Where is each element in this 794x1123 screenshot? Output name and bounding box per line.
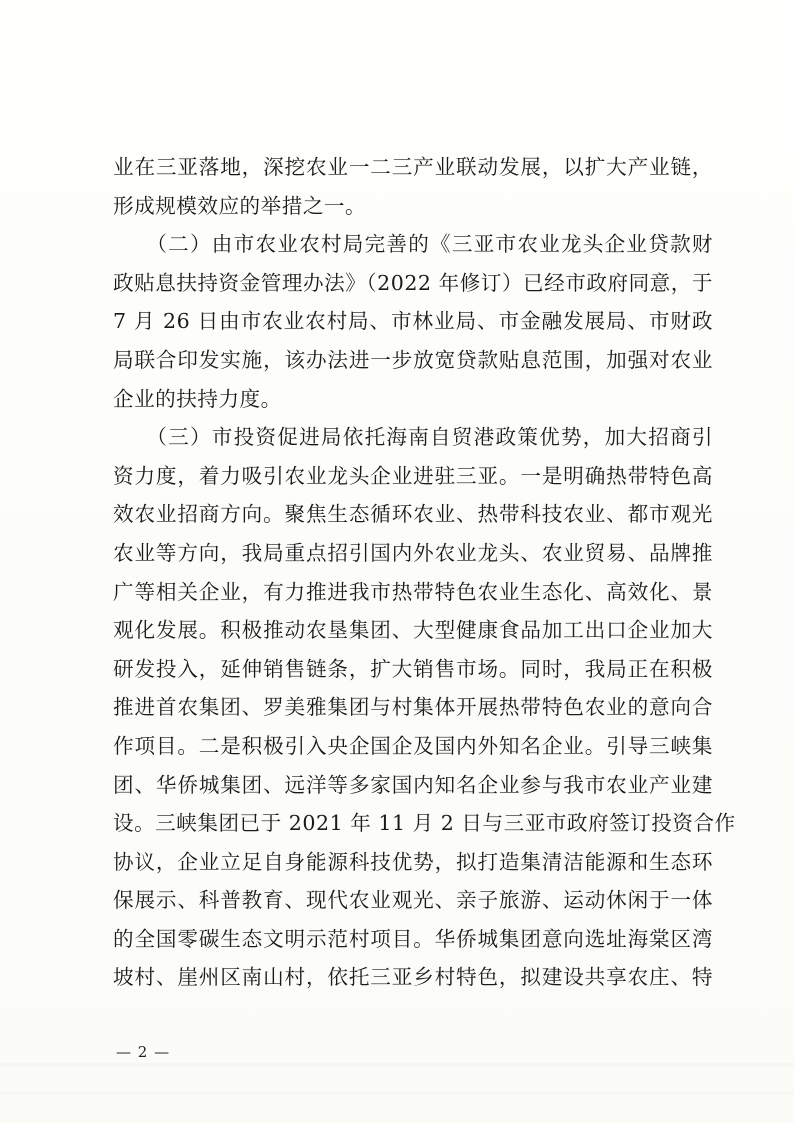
- text-line: 形成规模效应的举措之一。: [113, 193, 367, 218]
- text-line: 资力度，着力吸引农业龙头企业进驻三亚。一是明确热带特色高: [113, 463, 713, 488]
- text-line: 设。三峡集团已于 2021 年 11 月 2 日与三亚市政府签订投资合作: [113, 811, 736, 836]
- text-line: 政贴息扶持资金管理办法》（2022 年修订）已经市政府同意，于: [113, 270, 713, 295]
- text-line: 广等相关企业，有力推进我市热带特色农业生态化、高效化、景: [113, 579, 713, 604]
- text-line: 农业等方向，我局重点招引国内外农业龙头、农业贸易、品牌推: [113, 540, 713, 565]
- text-line: 协议，企业立足自身能源科技优势，拟打造集清洁能源和生态环: [113, 849, 713, 874]
- text-line: 局联合印发实施，该办法进一步放宽贷款贴息范围，加强对农业: [113, 347, 713, 372]
- text-line: 观化发展。积极推动农垦集团、大型健康食品加工出口企业加大: [113, 618, 713, 643]
- text-line: 效农业招商方向。聚焦生态循环农业、热带科技农业、都市观光: [113, 502, 713, 527]
- text-line: 团、华侨城集团、远洋等多家国内知名企业参与我市农业产业建: [113, 772, 713, 797]
- text-line: 研发投入，延伸销售链条，扩大销售市场。同时，我局正在积极: [113, 656, 713, 681]
- text-line: 坡村、崖州区南山村，依托三亚乡村特色，拟建设共享农庄、特: [113, 965, 713, 990]
- text-line: 企业的扶持力度。: [113, 386, 282, 411]
- text-line: 保展示、科普教育、现代农业观光、亲子旅游、运动休闲于一体: [113, 888, 713, 913]
- text-line: 的全国零碳生态文明示范村项目。华侨城集团意向选址海棠区湾: [113, 926, 713, 951]
- text-line: 推进首农集团、罗美雅集团与村集体开展热带特色农业的意向合: [113, 695, 713, 720]
- body-text: [113, 148, 736, 997]
- text-line: （二）由市农业农村局完善的《三亚市农业龙头企业贷款财: [113, 232, 713, 257]
- text-line: 7 月 26 日由市农业农村局、市林业局、市金融发展局、市财政: [113, 309, 713, 334]
- scan-artifact: [0, 1063, 794, 1066]
- text-line: 业在三亚落地，深挖农业一二三产业联动发展，以扩大产业链，: [113, 155, 713, 179]
- text-line: （三）市投资促进局依托海南自贸港政策优势，加大招商引: [113, 425, 713, 450]
- scan-artifact: [0, 1092, 794, 1095]
- text-line: 作项目。二是积极引入央企国企及国内外知名企业。引导三峡集: [113, 733, 713, 758]
- page-number: — 2 —: [116, 1043, 171, 1061]
